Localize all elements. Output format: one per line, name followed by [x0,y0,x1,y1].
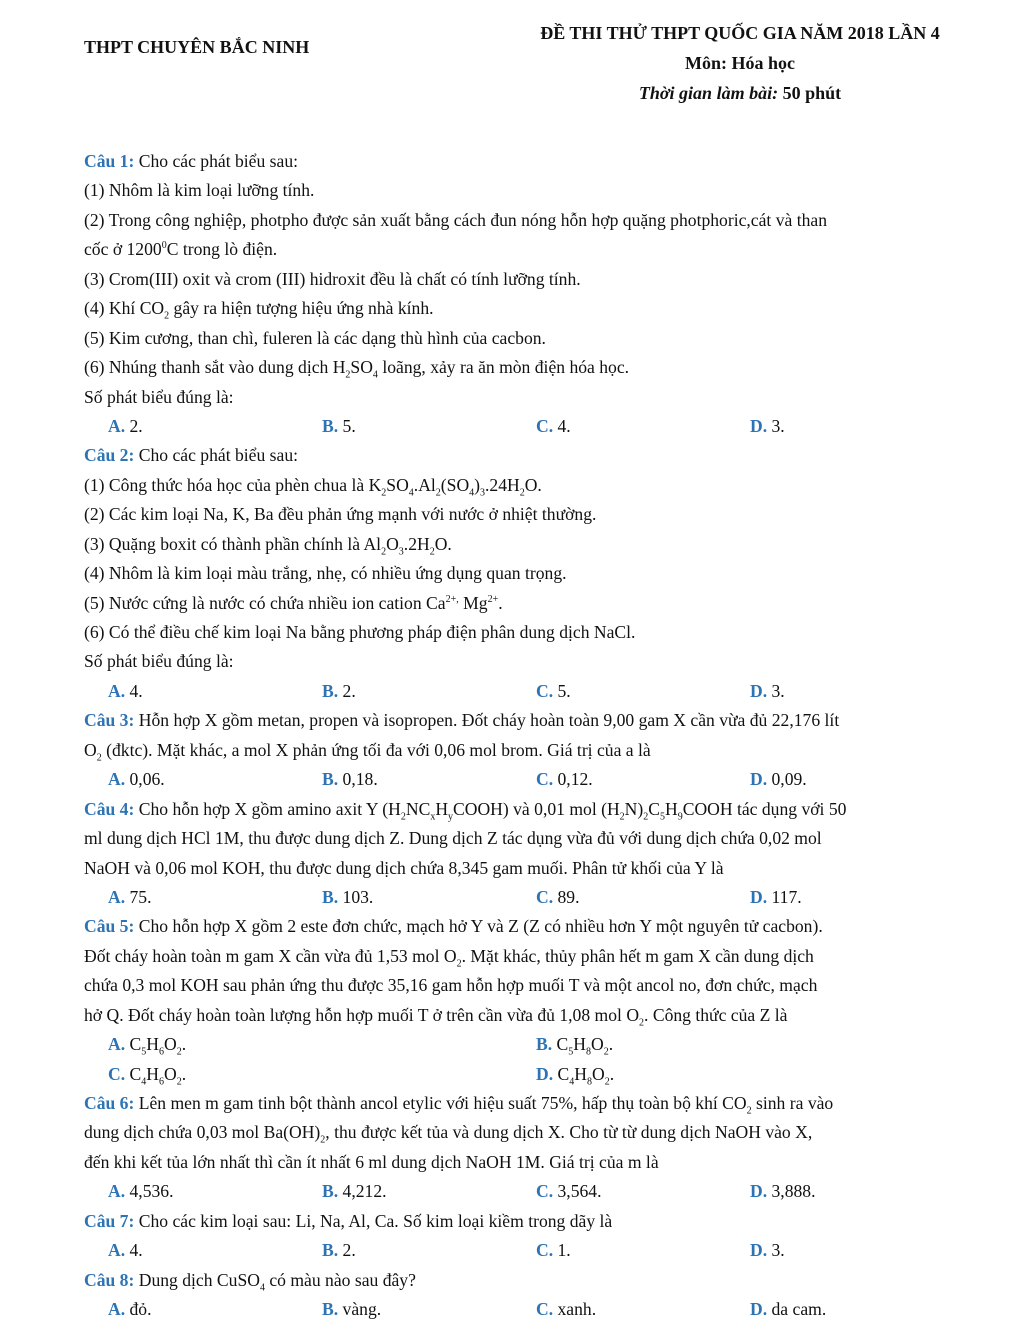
option-letter: A. [108,1299,126,1320]
answer-option [536,1177,750,1206]
line-text: đến khi kết tủa lớn nhất thì cần ít nhất 6 ml dung dịch NaOH 1M. Giá trị của m là [84,1151,659,1172]
subject-line: Môn: Hóa học [685,53,795,73]
answer-option [536,677,750,706]
line-text: Lên men m gam tinh bột thành ancol etylic với hiệu suất 75%, hấp thụ toàn bộ khí $CO_2$ sinh ra vào [134,1093,834,1117]
answer-option [750,883,964,912]
answer-option [750,1236,964,1265]
answer-options [84,1030,964,1059]
answer-option [108,883,322,912]
line-text: Đốt cháy hoàn toàn m gam X cần vừa đủ 1,53 mol $O_2$. Mặt khác, thủy phân hết m gam X cần dung dịch [84,945,814,970]
option-letter: A. [108,1034,126,1055]
line-text: (3) Crom(III) oxit và crom (III) hidroxit đều là chất có tính lưỡng tính. [84,268,581,289]
line-text: (1) Công thức hóa học của phèn chua là $K_2SO_4.Al_2(SO_4)_3.24H_2O$. [84,474,542,499]
answer-options [84,1236,964,1265]
text-line [84,235,964,264]
answer-option [536,1060,964,1089]
option-letter: D. [750,769,768,790]
option-text: $C_4H_6O_2$. [125,1063,187,1088]
answer-option [322,412,536,441]
line-text: Số phát biểu đúng là: [84,386,234,407]
line-text: Dung dịch CuSO$_4$ có màu nào sau đây? [134,1269,416,1294]
option-text: 4. [125,680,143,701]
text-line [84,589,964,618]
answer-option [322,883,536,912]
line-text: (3) Quặng boxit có thành phần chính là $Al_2O_3.2H_2O$. [84,533,452,558]
line-text: Cho các phát biểu sau: [134,445,299,466]
answer-option [322,765,536,794]
time-line [500,83,980,104]
answer-option [536,1295,750,1324]
option-text: 3. [767,1240,785,1261]
text-line [84,618,964,647]
option-letter: B. [322,415,339,436]
school-name: THPT CHUYÊN BẮC NINH [84,37,310,57]
answer-option [108,412,322,441]
line-text: (6) Nhúng thanh sắt vào dung dịch $H_2SO_4$ loãng, xảy ra ăn mòn điện hóa học. [84,357,630,381]
text-line [84,559,964,588]
text-line [84,647,964,676]
line-text: (6) Có thể điều chế kim loại Na bằng phương pháp điện phân dung dịch NaCl. [84,622,636,642]
option-letter: D. [750,886,768,907]
answer-options [84,1295,964,1324]
line-text: (4) Nhôm là kim loại màu trắng, nhẹ, có nhiều ứng dụng quan trọng. [84,563,567,584]
answer-option [108,1030,536,1059]
question-stem [84,1266,964,1295]
line-text: $O_2$ (đktc). Mặt khác, a mol X phản ứng tối đa với 0,06 mol brom. Giá trị của a là [84,739,651,764]
option-letter: B. [536,1034,553,1055]
line-text: (5) Nước cứng là nước có chứa nhiều ion cation $Ca^{2+,}$ $Mg^{2+}$. [84,592,503,613]
answer-options [84,412,964,441]
option-letter: A. [108,769,126,790]
line-text: cốc ở 1200$^0$C trong lò điện. [84,239,278,260]
option-letter: B. [322,769,339,790]
option-text: 3. [767,680,785,701]
option-letter: B. [322,1299,339,1320]
option-text: vàng. [338,1299,382,1320]
text-line [84,1118,964,1147]
question-number: Câu 2: [84,445,135,466]
line-text: Cho hỗn hợp X gồm 2 este đơn chức, mạch hở Y và Z (Z có nhiều hơn Y một nguyên tử cacbon). [134,916,823,937]
option-text: 89. [553,886,580,907]
question-stem [84,912,964,941]
line-text: (4) Khí $CO_2$ gây ra hiện tượng hiệu ứng nhà kính. [84,298,434,322]
answer-option [322,1177,536,1206]
answer-option [536,765,750,794]
option-letter: D. [750,415,768,436]
option-letter: D. [750,680,768,701]
option-text: 75. [125,886,152,907]
option-text: 2. [338,680,356,701]
option-letter: A. [108,680,126,701]
answer-option [322,677,536,706]
option-letter: D. [536,1063,554,1084]
question-number: Câu 7: [84,1210,135,1231]
option-letter: C. [536,1299,554,1320]
option-letter: A. [108,1240,126,1261]
option-letter: B. [322,886,339,907]
answer-option [322,1295,536,1324]
option-text: đỏ. [125,1299,152,1320]
option-text: 5. [553,680,571,701]
text-line [84,383,964,412]
option-letter: A. [108,886,126,907]
question-number: Câu 4: [84,798,135,819]
question-number: Câu 3: [84,710,135,731]
exam-title: ĐỀ THI THỬ THPT QUỐC GIA NĂM 2018 LẦN 4 [540,23,940,43]
option-text: 103. [338,886,374,907]
answer-options [84,765,964,794]
option-text: 0,18. [338,769,378,790]
line-text: (2) Các kim loại Na, K, Ba đều phản ứng mạnh với nước ở nhiệt thường. [84,504,597,525]
option-text: $C_5H_8O_2$. [552,1034,614,1058]
line-text: (1) Nhôm là kim loại lưỡng tính. [84,180,315,201]
option-letter: C. [108,1063,126,1084]
answer-option [108,765,322,794]
line-text: dung dịch chứa 0,03 mol $Ba(OH)_2$, thu được kết tủa và dung dịch X. Cho từ từ dung dịch NaOH vào X, [84,1122,813,1146]
option-text: 4. [553,415,571,436]
option-text: 117. [767,886,802,907]
text-line [84,971,964,1000]
line-text: ml dung dịch HCl 1M, thu được dung dịch Z. Dung dịch Z tác dụng vừa đủ với dung dịch chứa 0,02 mol [84,828,822,849]
option-text: xanh. [553,1299,597,1320]
question-stem [84,147,964,176]
question-stem [84,706,964,735]
option-text: 5. [338,415,356,436]
answer-option [536,1030,964,1059]
question-stem [84,795,964,824]
question-number: Câu 1: [84,151,135,171]
option-text: 4,212. [338,1181,387,1202]
text-line [84,471,964,500]
text-line [84,265,964,294]
answer-option [108,1295,322,1324]
answer-option [750,765,964,794]
answer-option [108,1236,322,1265]
question-number: Câu 8: [84,1269,135,1290]
line-text: Cho các kim loại sau: Li, Na, Al, Ca. Số kim loại kiềm trong dãy là [134,1210,613,1231]
text-line [84,942,964,971]
answer-options [84,1177,964,1206]
option-letter: C. [536,415,554,436]
question-stem [84,1207,964,1236]
option-letter: A. [108,1181,126,1202]
option-letter: D. [750,1299,768,1320]
option-text: 3,888. [767,1181,816,1202]
line-text: Cho hỗn hợp X gồm amino axit Y $(H_2NC_xH_yCOOH)$ và 0,01 mol $(H_2N)_2C_5H_9COOH$ tác dụng với 50 [134,798,847,823]
option-letter: B. [322,1240,339,1261]
text-line [84,353,964,382]
line-text: Số phát biểu đúng là: [84,651,234,672]
exam-content [84,147,964,1325]
text-line [84,736,964,765]
line-text: Cho các phát biểu sau: [134,151,299,171]
answer-option [750,1177,964,1206]
option-letter: D. [750,1240,768,1261]
option-text: 4. [125,1240,143,1261]
option-text: 4,536. [125,1181,174,1202]
time-label: Thời gian làm bài: [638,83,779,103]
text-line [84,530,964,559]
option-text: 1. [553,1240,571,1261]
answer-option [536,883,750,912]
text-line [84,1148,964,1177]
text-line [84,500,964,529]
text-line [84,854,964,883]
option-letter: B. [322,1181,339,1202]
option-text: 2. [125,415,143,436]
option-text: 2. [338,1240,356,1261]
option-letter: C. [536,769,554,790]
text-line [84,324,964,353]
line-text: (2) Trong công nghiệp, photpho được sản xuất bằng cách đun nóng hỗn hợp quặng photphoric,cát và than [84,209,828,230]
question-stem [84,441,964,470]
question-stem [84,1089,964,1118]
text-line [84,824,964,853]
option-text: $C_5H_6O_2$. [125,1034,187,1058]
option-text: $C_4H_8O_2$. [553,1063,615,1088]
option-text: 0,12. [553,769,593,790]
option-letter: A. [108,415,126,436]
line-text: chứa 0,3 mol KOH sau phản ứng thu được 35,16 gam hỗn hợp muối T và một ancol no, đơn chức, mạch [84,975,818,996]
answer-option [750,1295,964,1324]
option-letter: C. [536,1181,554,1202]
text-line [84,176,964,205]
text-line [84,1001,964,1030]
answer-option [322,1236,536,1265]
option-text: 3. [767,415,785,436]
line-text: NaOH và 0,06 mol KOH, thu được dung dịch chứa 8,345 gam muối. Phân tử khối của Y là [84,857,724,878]
answer-option [108,1177,322,1206]
option-text: 0,06. [125,769,165,790]
option-text: da cam. [767,1299,827,1320]
line-text: hở Q. Đốt cháy hoàn toàn lượng hỗn hợp muối T ở trên cần vừa đủ 1,08 mol $O_2$. Công thức của Z là [84,1004,788,1029]
option-letter: C. [536,886,554,907]
option-text: 0,09. [767,769,807,790]
option-letter: C. [536,680,554,701]
text-line [84,294,964,323]
option-text: 3,564. [553,1181,602,1202]
answer-options [84,1060,964,1089]
answer-option [536,412,750,441]
question-number: Câu 6: [84,1093,135,1113]
answer-option [750,412,964,441]
question-number: Câu 5: [84,916,135,937]
line-text: (5) Kim cương, than chì, fuleren là các dạng thù hình của cacbon. [84,327,546,348]
answer-option [536,1236,750,1265]
answer-option [108,677,322,706]
answer-option [108,1060,536,1089]
answer-options [84,677,964,706]
option-letter: C. [536,1240,554,1261]
line-text: Hỗn hợp X gồm metan, propen và isopropen. Đốt cháy hoàn toàn 9,00 gam X cần vừa đủ 22,176 lít [134,710,840,731]
answer-option [750,677,964,706]
answer-options [84,883,964,912]
option-letter: B. [322,680,339,701]
option-letter: D. [750,1181,768,1202]
text-line [84,206,964,235]
time-value: 50 phút [782,83,842,103]
